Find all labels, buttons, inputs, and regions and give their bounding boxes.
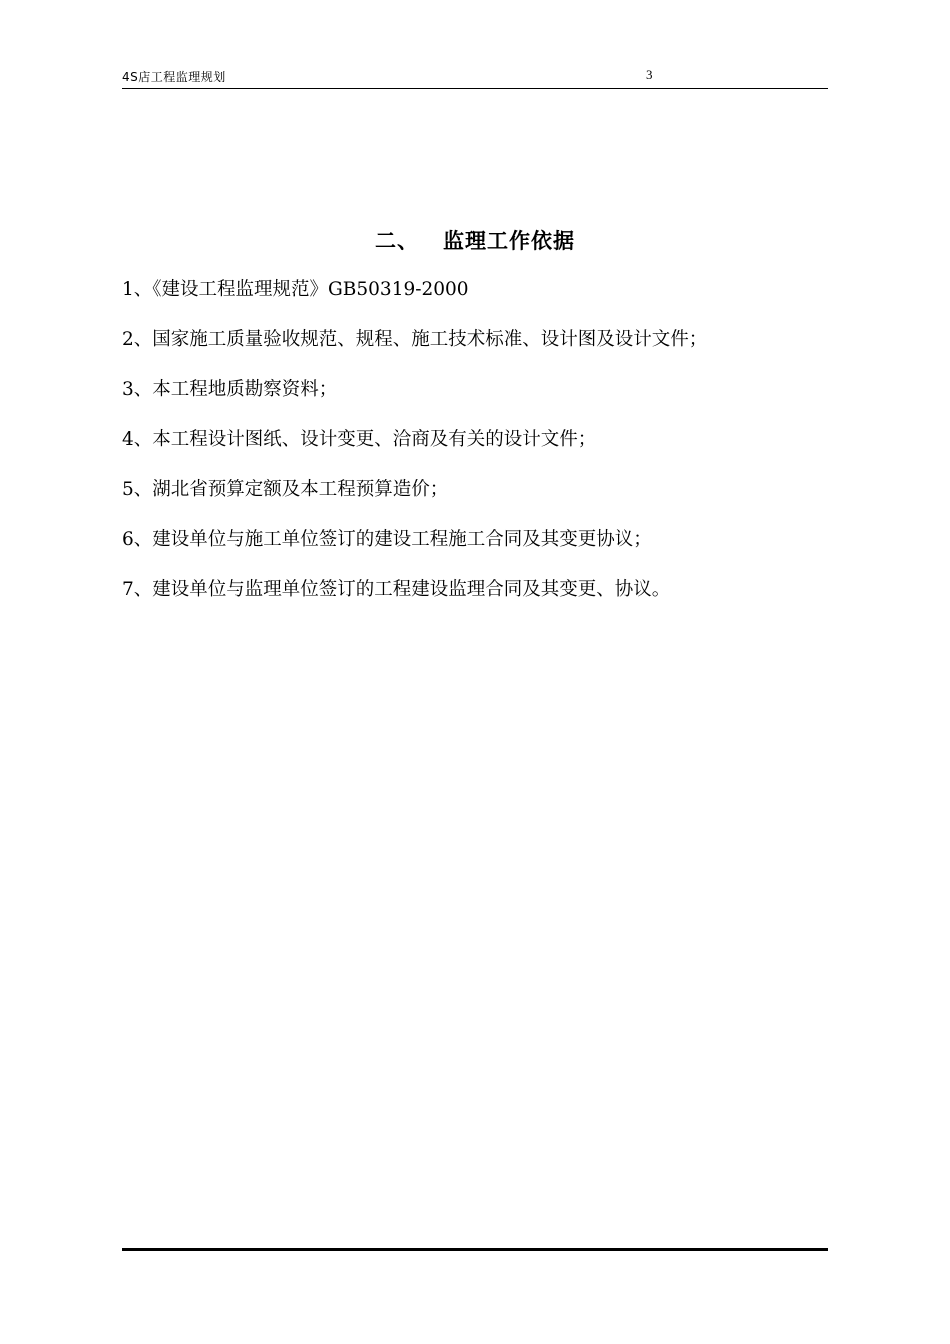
- page-header: [122, 66, 828, 89]
- header-document-title: 4S店工程监理规划: [122, 70, 226, 84]
- header-page-number: 3: [646, 67, 653, 82]
- basis-item-4: 4、本工程设计图纸、设计变更、洽商及有关的设计文件；: [122, 429, 597, 450]
- section-heading: [0, 225, 950, 255]
- basis-list: [122, 277, 842, 627]
- footer-divider: [122, 1248, 828, 1251]
- basis-item-2: 2、国家施工质量验收规范、规程、施工技术标准、设计图及设计文件；: [122, 329, 708, 350]
- basis-item-5: 5、湖北省预算定额及本工程预算造价；: [122, 479, 449, 500]
- section-title: 监理工作依据: [443, 229, 575, 253]
- basis-item-1: 1、《建设工程监理规范》GB50319-2000: [122, 279, 469, 300]
- basis-item-3: 3、本工程地质勘察资料；: [122, 379, 338, 400]
- basis-item-7: 7、建设单位与监理单位签订的工程建设监理合同及其变更、协议。: [122, 579, 671, 600]
- basis-item-6: 6、建设单位与施工单位签订的建设工程施工合同及其变更协议；: [122, 529, 652, 550]
- section-number: 二、: [375, 229, 419, 253]
